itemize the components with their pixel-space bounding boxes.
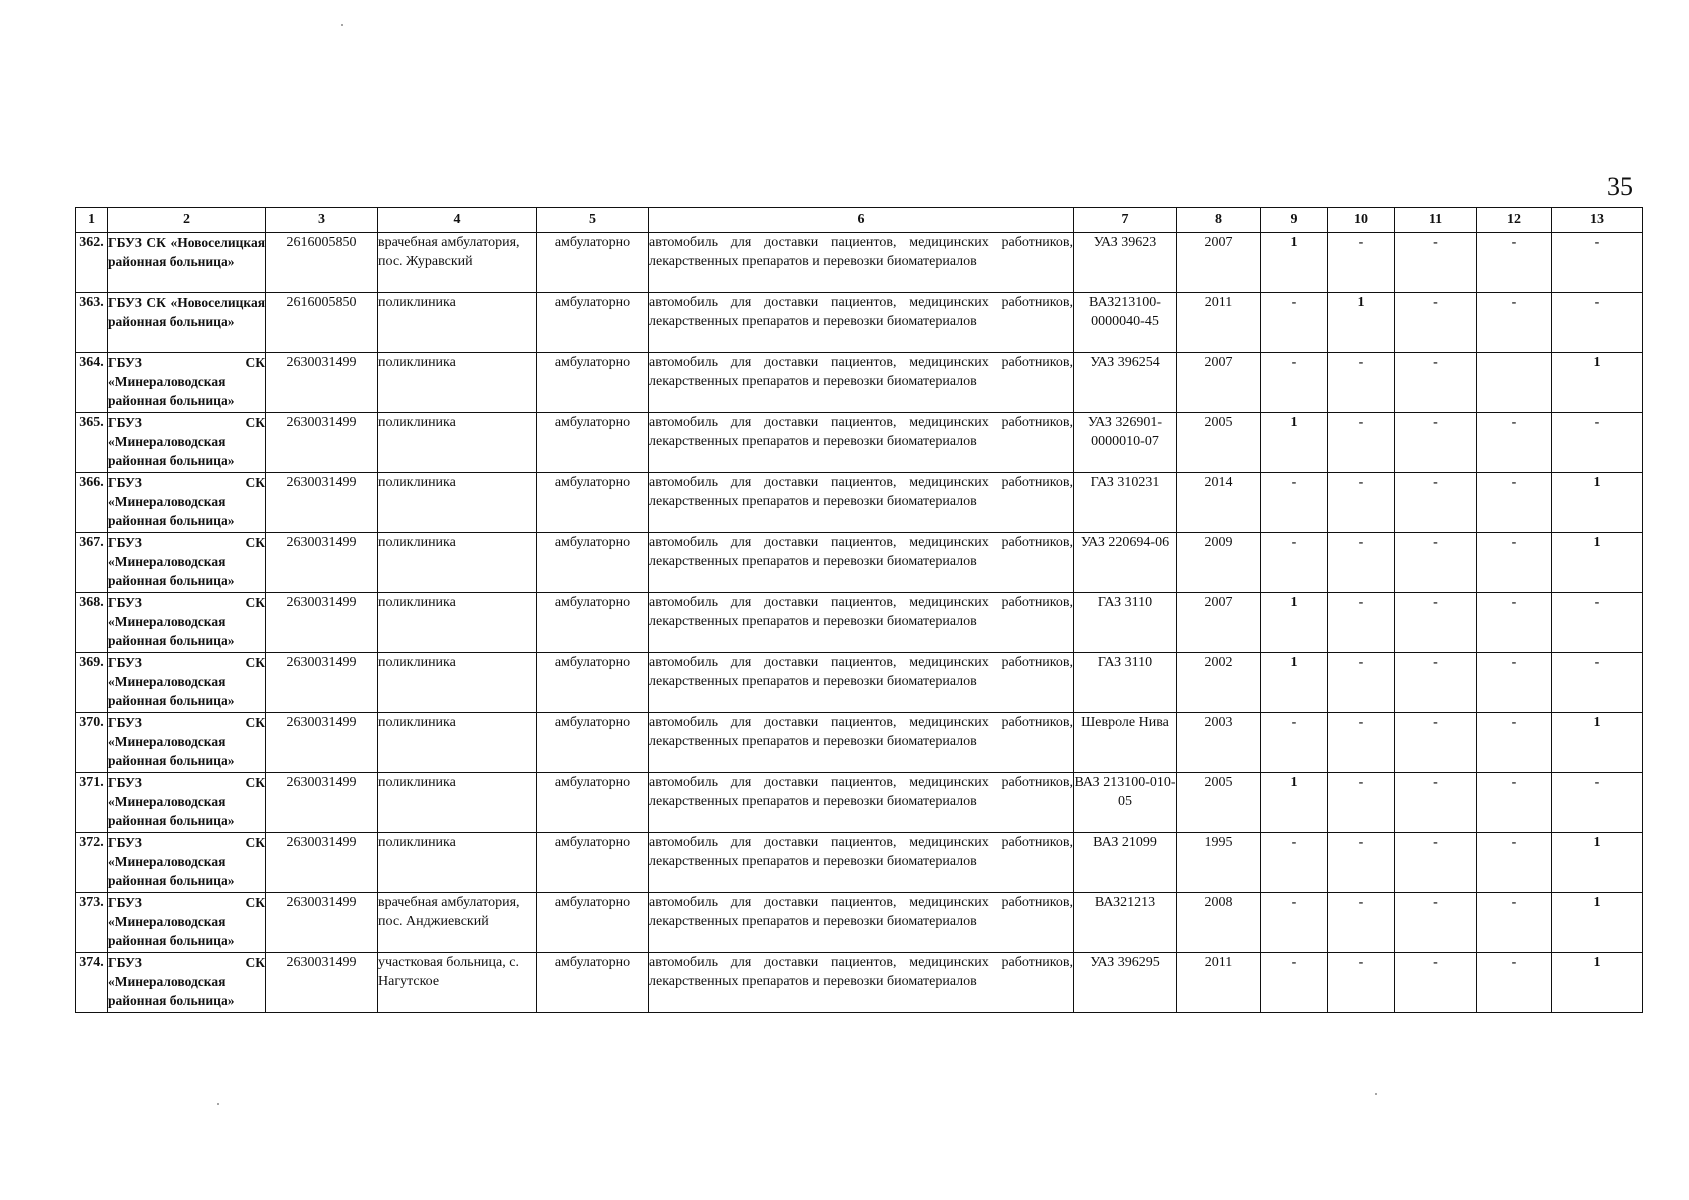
purpose-cell [649, 653, 1074, 713]
vehicle-model-cell: УАЗ 220694-06 [1074, 533, 1177, 593]
col-13-cell: 1 [1552, 893, 1643, 953]
unit-cell: поликлиника [378, 833, 537, 893]
organization-cell [108, 833, 266, 893]
purpose-text: автомобиль для доставки пациентов, медицинских работников, лекарственных препаратов и перевозки биоматериалов [649, 595, 1073, 629]
col-9-cell: - [1261, 293, 1328, 353]
row-number: 368. [76, 593, 108, 653]
header-col-3: 3 [266, 208, 378, 233]
col-10-cell: - [1328, 713, 1395, 773]
header-col-1: 1 [76, 208, 108, 233]
purpose-cell [649, 473, 1074, 533]
vehicle-model-cell: Шевроле Нива [1074, 713, 1177, 773]
vehicle-model-cell: ВАЗ 213100-010-05 [1074, 773, 1177, 833]
col-13-cell: 1 [1552, 953, 1643, 1013]
col-12-cell: - [1477, 233, 1552, 293]
table-row [76, 413, 1643, 473]
purpose-text: автомобиль для доставки пациентов, медицинских работников, лекарственных препаратов и перевозки биоматериалов [649, 295, 1073, 329]
year-cell: 2011 [1177, 953, 1261, 1013]
col-13-cell: - [1552, 233, 1643, 293]
purpose-text: автомобиль для доставки пациентов, медицинских работников, лекарственных препаратов и перевозки биоматериалов [649, 235, 1073, 269]
care-mode-cell: амбулаторно [537, 293, 649, 353]
organization-cell [108, 233, 266, 293]
vehicle-model-cell: УАЗ 326901-0000010-07 [1074, 413, 1177, 473]
header-col-4: 4 [378, 208, 537, 233]
unit-cell: врачебная амбулатория, пос. Журавский [378, 233, 537, 293]
col-9-cell: - [1261, 473, 1328, 533]
col-11-cell: - [1395, 293, 1477, 353]
purpose-cell [649, 773, 1074, 833]
col-13-cell: - [1552, 773, 1643, 833]
col-10-cell: - [1328, 653, 1395, 713]
vehicle-model-cell: ВАЗ 21099 [1074, 833, 1177, 893]
row-number: 367. [76, 533, 108, 593]
col-9-cell: - [1261, 953, 1328, 1013]
purpose-text: автомобиль для доставки пациентов, медицинских работников, лекарственных препаратов и перевозки биоматериалов [649, 415, 1073, 449]
vehicle-register-table [75, 207, 1643, 1013]
col-10-cell: 1 [1328, 293, 1395, 353]
scan-speck [217, 1103, 219, 1105]
col-13-cell: - [1552, 413, 1643, 473]
col-13-cell: 1 [1552, 353, 1643, 413]
unit-cell: поликлиника [378, 713, 537, 773]
table-row [76, 293, 1643, 353]
purpose-cell [649, 293, 1074, 353]
col-11-cell: - [1395, 533, 1477, 593]
col-12-cell: - [1477, 293, 1552, 353]
col-12-cell [1477, 353, 1552, 413]
unit-cell: участковая больница, с. Нагутское [378, 953, 537, 1013]
vehicle-model-cell: ГАЗ 3110 [1074, 593, 1177, 653]
purpose-text: автомобиль для доставки пациентов, медицинских работников, лекарственных препаратов и перевозки биоматериалов [649, 535, 1073, 569]
care-mode-cell: амбулаторно [537, 353, 649, 413]
col-9-cell: 1 [1261, 593, 1328, 653]
purpose-cell [649, 353, 1074, 413]
col-12-cell: - [1477, 953, 1552, 1013]
col-11-cell: - [1395, 473, 1477, 533]
table-row [76, 533, 1643, 593]
purpose-cell [649, 413, 1074, 473]
table-row [76, 893, 1643, 953]
col-9-cell: - [1261, 533, 1328, 593]
col-9-cell: 1 [1261, 773, 1328, 833]
col-12-cell: - [1477, 593, 1552, 653]
organization-name: ГБУЗ СК «Минераловодская районная больница» [108, 355, 265, 408]
organization-name: ГБУЗ СК «Минераловодская районная больница» [108, 955, 265, 1008]
organization-cell [108, 353, 266, 413]
year-cell: 2003 [1177, 713, 1261, 773]
year-cell: 2005 [1177, 773, 1261, 833]
table-row [76, 953, 1643, 1013]
header-col-13: 13 [1552, 208, 1643, 233]
vehicle-model-cell: УАЗ 39623 [1074, 233, 1177, 293]
purpose-cell [649, 713, 1074, 773]
col-10-cell: - [1328, 833, 1395, 893]
col-10-cell: - [1328, 413, 1395, 473]
col-12-cell: - [1477, 473, 1552, 533]
col-13-cell: - [1552, 293, 1643, 353]
col-12-cell: - [1477, 833, 1552, 893]
page-number: 35 [1607, 172, 1633, 201]
col-10-cell: - [1328, 593, 1395, 653]
year-cell: 2014 [1177, 473, 1261, 533]
organization-name: ГБУЗ СК «Минераловодская районная больница» [108, 715, 265, 768]
unit-cell: поликлиника [378, 593, 537, 653]
organization-cell [108, 713, 266, 773]
row-number: 365. [76, 413, 108, 473]
col-11-cell: - [1395, 713, 1477, 773]
col-13-cell: 1 [1552, 473, 1643, 533]
unit-cell: поликлиника [378, 293, 537, 353]
header-col-6: 6 [649, 208, 1074, 233]
table-row [76, 473, 1643, 533]
header-col-11: 11 [1395, 208, 1477, 233]
col-10-cell: - [1328, 893, 1395, 953]
care-mode-cell: амбулаторно [537, 233, 649, 293]
row-number: 369. [76, 653, 108, 713]
unit-cell: поликлиника [378, 773, 537, 833]
col-13-cell: - [1552, 653, 1643, 713]
unit-cell: поликлиника [378, 653, 537, 713]
col-11-cell: - [1395, 413, 1477, 473]
col-12-cell: - [1477, 653, 1552, 713]
care-mode-cell: амбулаторно [537, 533, 649, 593]
table-row [76, 773, 1643, 833]
inn-cell: 2630031499 [266, 593, 378, 653]
vehicle-model-cell: ГАЗ 3110 [1074, 653, 1177, 713]
col-10-cell: - [1328, 953, 1395, 1013]
col-12-cell: - [1477, 533, 1552, 593]
col-12-cell: - [1477, 413, 1552, 473]
vehicle-model-cell: ВАЗ213100-0000040-45 [1074, 293, 1177, 353]
header-col-8: 8 [1177, 208, 1261, 233]
col-11-cell: - [1395, 593, 1477, 653]
care-mode-cell: амбулаторно [537, 833, 649, 893]
col-10-cell: - [1328, 233, 1395, 293]
row-number: 371. [76, 773, 108, 833]
table-row [76, 233, 1643, 293]
header-col-7: 7 [1074, 208, 1177, 233]
organization-name: ГБУЗ СК «Новоселицкая районная больница» [108, 295, 265, 329]
col-11-cell: - [1395, 353, 1477, 413]
unit-cell: поликлиника [378, 413, 537, 473]
purpose-text: автомобиль для доставки пациентов, медицинских работников, лекарственных препаратов и перевозки биоматериалов [649, 835, 1073, 869]
header-col-10: 10 [1328, 208, 1395, 233]
organization-name: ГБУЗ СК «Минераловодская районная больница» [108, 775, 265, 828]
scan-speck [1375, 1093, 1377, 1095]
organization-name: ГБУЗ СК «Минераловодская районная больница» [108, 835, 265, 888]
year-cell: 2007 [1177, 353, 1261, 413]
year-cell: 2007 [1177, 593, 1261, 653]
col-9-cell: 1 [1261, 233, 1328, 293]
organization-cell [108, 413, 266, 473]
care-mode-cell: амбулаторно [537, 713, 649, 773]
purpose-cell [649, 893, 1074, 953]
inn-cell: 2630031499 [266, 833, 378, 893]
col-9-cell: 1 [1261, 413, 1328, 473]
organization-name: ГБУЗ СК «Минераловодская районная больница» [108, 895, 265, 948]
care-mode-cell: амбулаторно [537, 473, 649, 533]
inn-cell: 2630031499 [266, 533, 378, 593]
purpose-text: автомобиль для доставки пациентов, медицинских работников, лекарственных препаратов и перевозки биоматериалов [649, 475, 1073, 509]
organization-cell [108, 953, 266, 1013]
purpose-text: автомобиль для доставки пациентов, медицинских работников, лекарственных препаратов и перевозки биоматериалов [649, 655, 1073, 689]
inn-cell: 2630031499 [266, 773, 378, 833]
care-mode-cell: амбулаторно [537, 593, 649, 653]
inn-cell: 2630031499 [266, 473, 378, 533]
year-cell: 2002 [1177, 653, 1261, 713]
purpose-text: автомобиль для доставки пациентов, медицинских работников, лекарственных препаратов и перевозки биоматериалов [649, 355, 1073, 389]
table-row [76, 653, 1643, 713]
col-12-cell: - [1477, 893, 1552, 953]
care-mode-cell: амбулаторно [537, 653, 649, 713]
organization-name: ГБУЗ СК «Минераловодская районная больница» [108, 655, 265, 708]
scan-speck [341, 24, 343, 26]
header-row [76, 208, 1643, 233]
col-11-cell: - [1395, 233, 1477, 293]
year-cell: 2008 [1177, 893, 1261, 953]
vehicle-model-cell: ВАЗ21213 [1074, 893, 1177, 953]
organization-name: ГБУЗ СК «Минераловодская районная больница» [108, 595, 265, 648]
inn-cell: 2630031499 [266, 413, 378, 473]
organization-cell [108, 473, 266, 533]
col-11-cell: - [1395, 833, 1477, 893]
year-cell: 2009 [1177, 533, 1261, 593]
col-11-cell: - [1395, 773, 1477, 833]
col-10-cell: - [1328, 473, 1395, 533]
organization-cell [108, 533, 266, 593]
table-row [76, 593, 1643, 653]
organization-name: ГБУЗ СК «Минераловодская районная больница» [108, 535, 265, 588]
col-11-cell: - [1395, 893, 1477, 953]
organization-name: ГБУЗ СК «Новоселицкая районная больница» [108, 235, 265, 269]
row-number: 366. [76, 473, 108, 533]
organization-cell [108, 593, 266, 653]
col-13-cell: - [1552, 593, 1643, 653]
organization-cell [108, 893, 266, 953]
vehicle-model-cell: УАЗ 396254 [1074, 353, 1177, 413]
purpose-text: автомобиль для доставки пациентов, медицинских работников, лекарственных препаратов и перевозки биоматериалов [649, 895, 1073, 929]
header-col-2: 2 [108, 208, 266, 233]
row-number: 362. [76, 233, 108, 293]
purpose-cell [649, 593, 1074, 653]
care-mode-cell: амбулаторно [537, 953, 649, 1013]
purpose-text: автомобиль для доставки пациентов, медицинских работников, лекарственных препаратов и перевозки биоматериалов [649, 715, 1073, 749]
header-col-5: 5 [537, 208, 649, 233]
inn-cell: 2630031499 [266, 893, 378, 953]
col-10-cell: - [1328, 773, 1395, 833]
col-9-cell: - [1261, 353, 1328, 413]
col-13-cell: 1 [1552, 833, 1643, 893]
col-11-cell: - [1395, 953, 1477, 1013]
vehicle-model-cell: ГАЗ 310231 [1074, 473, 1177, 533]
year-cell: 2007 [1177, 233, 1261, 293]
col-11-cell: - [1395, 653, 1477, 713]
year-cell: 2011 [1177, 293, 1261, 353]
table-row [76, 833, 1643, 893]
row-number: 364. [76, 353, 108, 413]
row-number: 374. [76, 953, 108, 1013]
col-13-cell: 1 [1552, 713, 1643, 773]
col-12-cell: - [1477, 773, 1552, 833]
row-number: 372. [76, 833, 108, 893]
purpose-cell [649, 833, 1074, 893]
year-cell: 2005 [1177, 413, 1261, 473]
col-13-cell: 1 [1552, 533, 1643, 593]
organization-cell [108, 773, 266, 833]
col-12-cell: - [1477, 713, 1552, 773]
col-9-cell: - [1261, 713, 1328, 773]
organization-cell [108, 293, 266, 353]
organization-cell [108, 653, 266, 713]
row-number: 363. [76, 293, 108, 353]
care-mode-cell: амбулаторно [537, 413, 649, 473]
row-number: 370. [76, 713, 108, 773]
inn-cell: 2630031499 [266, 713, 378, 773]
col-9-cell: - [1261, 833, 1328, 893]
care-mode-cell: амбулаторно [537, 773, 649, 833]
header-col-12: 12 [1477, 208, 1552, 233]
unit-cell: поликлиника [378, 353, 537, 413]
purpose-text: автомобиль для доставки пациентов, медицинских работников, лекарственных препаратов и перевозки биоматериалов [649, 955, 1073, 989]
col-9-cell: 1 [1261, 653, 1328, 713]
inn-cell: 2630031499 [266, 953, 378, 1013]
organization-name: ГБУЗ СК «Минераловодская районная больница» [108, 415, 265, 468]
inn-cell: 2616005850 [266, 233, 378, 293]
col-10-cell: - [1328, 533, 1395, 593]
col-9-cell: - [1261, 893, 1328, 953]
purpose-cell [649, 533, 1074, 593]
header-col-9: 9 [1261, 208, 1328, 233]
row-number: 373. [76, 893, 108, 953]
unit-cell: поликлиника [378, 533, 537, 593]
purpose-text: автомобиль для доставки пациентов, медицинских работников, лекарственных препаратов и перевозки биоматериалов [649, 775, 1073, 809]
care-mode-cell: амбулаторно [537, 893, 649, 953]
col-10-cell: - [1328, 353, 1395, 413]
organization-name: ГБУЗ СК «Минераловодская районная больница» [108, 475, 265, 528]
vehicle-model-cell: УАЗ 396295 [1074, 953, 1177, 1013]
purpose-cell [649, 953, 1074, 1013]
inn-cell: 2630031499 [266, 653, 378, 713]
table-row [76, 713, 1643, 773]
inn-cell: 2630031499 [266, 353, 378, 413]
inn-cell: 2616005850 [266, 293, 378, 353]
unit-cell: поликлиника [378, 473, 537, 533]
purpose-cell [649, 233, 1074, 293]
table-row [76, 353, 1643, 413]
year-cell: 1995 [1177, 833, 1261, 893]
unit-cell: врачебная амбулатория, пос. Анджиевский [378, 893, 537, 953]
